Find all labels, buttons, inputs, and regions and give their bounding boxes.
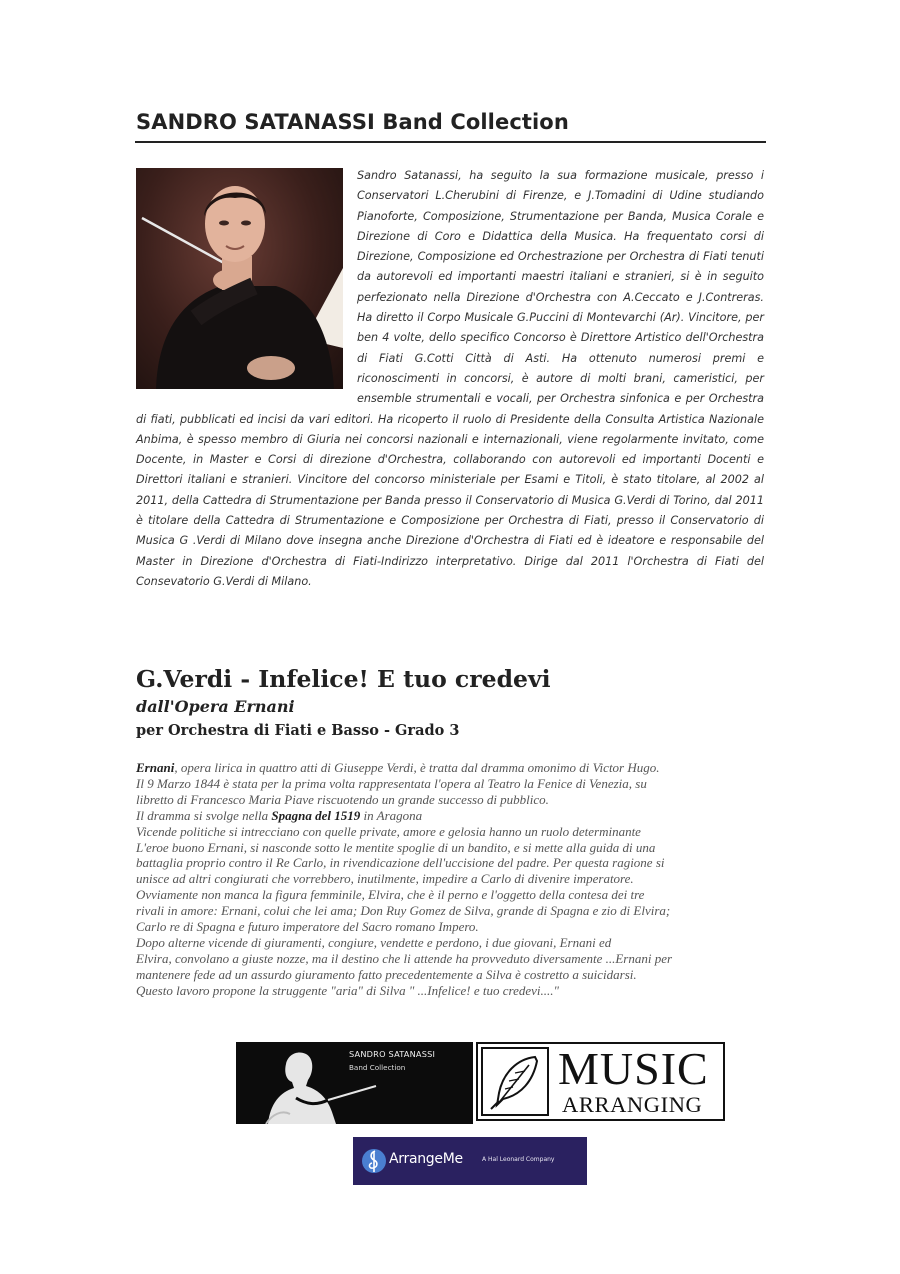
synopsis-line: mantenere fede ad un assurdo giuramento fatto precedentemente a Silva è costretto a suicidarsi. — [136, 966, 637, 982]
synopsis-line: Ovviamente non manca la figura femminile, Elvira, che è il perno e l'oggetto della contesa dei tre — [136, 887, 645, 903]
music-logo-word: MUSIC — [558, 1043, 709, 1094]
page-title: SANDRO SATANASSI Band Collection — [136, 110, 569, 134]
conductor-portrait-photo — [136, 168, 343, 389]
synopsis-line: Ernani, opera lirica in quattro atti di Giuseppe Verdi, è tratta dal dramma omonimo di Victor Hugo. — [136, 760, 660, 775]
arrangeme-tagline: A Hal Leonard Company — [482, 1156, 555, 1163]
synopsis-line: Il dramma si svolge nella Spagna del 1519 in Aragona — [136, 807, 423, 823]
synopsis-line: Carlo re di Spagna e futuro imperatore del Sacro romano Impero. — [136, 919, 479, 935]
arranging-logo-word: ARRANGING — [562, 1092, 703, 1117]
synopsis-line: rivali in amore: Ernani, colui che lei ama; Don Ruy Gomez de Silva, grande di Spagna e zio di Elvira; — [136, 903, 671, 919]
synopsis-line: Questo lavoro propone la struggente "aria" di Silva " ...Infelice! e tuo credevi...." — [136, 982, 559, 998]
biography-section — [136, 166, 764, 592]
satanassi-band-collection-logo — [236, 1042, 473, 1124]
arrangeme-name: ArrangeMe — [389, 1151, 463, 1167]
synopsis-setting: Spagna del 1519 — [271, 807, 361, 823]
synopsis-line: libretto di Francesco Maria Piave riscuotendo un grande successo di pubblico. — [136, 791, 549, 807]
synopsis-line: battaglia proprio contro il Re Carlo, in rivendicazione dell'uccisione del padre. Per questa ragione si — [136, 855, 665, 871]
synopsis-opera-name: Ernani — [136, 760, 175, 775]
satanassi-logo-subtitle: Band Collection — [349, 1063, 406, 1072]
satanassi-logo-name: SANDRO SATANASSI — [349, 1049, 436, 1059]
title-underline — [135, 141, 766, 143]
synopsis-line: Vicende politiche si intrecciano con quelle private, amore e gelosia hanno un ruolo determinante — [136, 823, 641, 839]
biography-text: Sandro Satanassi, ha seguito la sua formazione musicale, presso i Conservatori L.Cherubini di Firenze, e J.Tomadini di Udine studiando Pianoforte, Composizione, Strumentazione per Banda, Musica Corale e Direzione di Coro e Didattica della Musica. Ha frequentato corsi di Direzione, Composizione ed Orchestrazione per Orchestra di Fiati tenuti da autorevoli ed importanti maestri italiani e stranieri, si è in seguito perfezionato nella Direzione d'Orchestra con A.Ceccato e J.Contreras. Ha diretto il Corpo Musicale G.Puccini di Montevarchi (Ar). Vincitore, per ben 4 volte, dello specifico Concorso è Direttore Artistico dell'Orchestra di Fiati G.Cotti Città di Asti. Ha ottenuto numerosi premi e riconoscimenti in concorsi, è autore di molti brani, cameristici, per ensemble strumentali e vocali, per Orchestra sinfonica e per Orchestra di fiati, pubblicati ed incisi da vari editori. Ha ricoperto il ruolo di Presidente della Consulta Artistica Nazionale Anbima, è spesso membro di Giuria nei concorsi nazionali e internazionali, viene regolarmente invitato, come Docente, in Master e Corsi di direzione d'Orchestra, collaborando con autorevoli ed importanti Docenti e Direttori italiani e stranieri. Vincitore del concorso ministeriale per Esami e Titoli, è stato titolare, al 2002 al 2011, della Cattedra di Strumentazione per Banda presso il Conservatorio di Musica G.Verdi di Torino, dal 2011 è titolare della Cattedra di Strumentazione e Composizione per Orchestra di Fiati, presso il Conservatorio di Musica G .Verdi di Milano dove insegna anche Direzione d'Orchestra di Fiati ed è ideatore e responsabile del Master in Direzione d'Orchestra di Fiati-Indirizzo interpretativo. Dirige dal 2011 l'Orchestra di Fiati del Consevatorio G.Verdi di Milano. — [136, 169, 764, 588]
synopsis-line: Dopo alterne vicende di giuramenti, congiure, vendette e perdono, i due giovani, Ernani ed — [136, 934, 612, 950]
synopsis-line: Il 9 Marzo 1844 è stata per la prima volta rappresentata l'opera al Teatro la Fenice di Venezia, su — [136, 775, 647, 791]
synopsis-line: unisce ad altri congiurati che vorrebbero, inutilmente, impedire a Carlo di divenire imperatore. — [136, 871, 634, 887]
arrangeme-logo — [353, 1137, 587, 1185]
treble-clef-icon — [361, 1147, 387, 1175]
synopsis-section — [136, 760, 776, 999]
music-arranging-logo — [476, 1042, 725, 1121]
synopsis-line: L'eroe buono Ernani, si nasconde sotto le mentite spoglie di un bandito, e si mette alla guida di una — [136, 839, 656, 855]
quill-feather-icon — [481, 1047, 549, 1116]
synopsis-line: Elvira, convolano a giuste nozze, ma il destino che li attende ha provveduto diversamente ...Ernani per — [136, 950, 673, 966]
piece-subtitle: dall'Opera Ernani — [136, 697, 295, 716]
piece-title: G.Verdi - Infelice! E tuo credevi — [136, 665, 551, 693]
piece-scoring: per Orchestra di Fiati e Basso - Grado 3 — [136, 722, 460, 739]
